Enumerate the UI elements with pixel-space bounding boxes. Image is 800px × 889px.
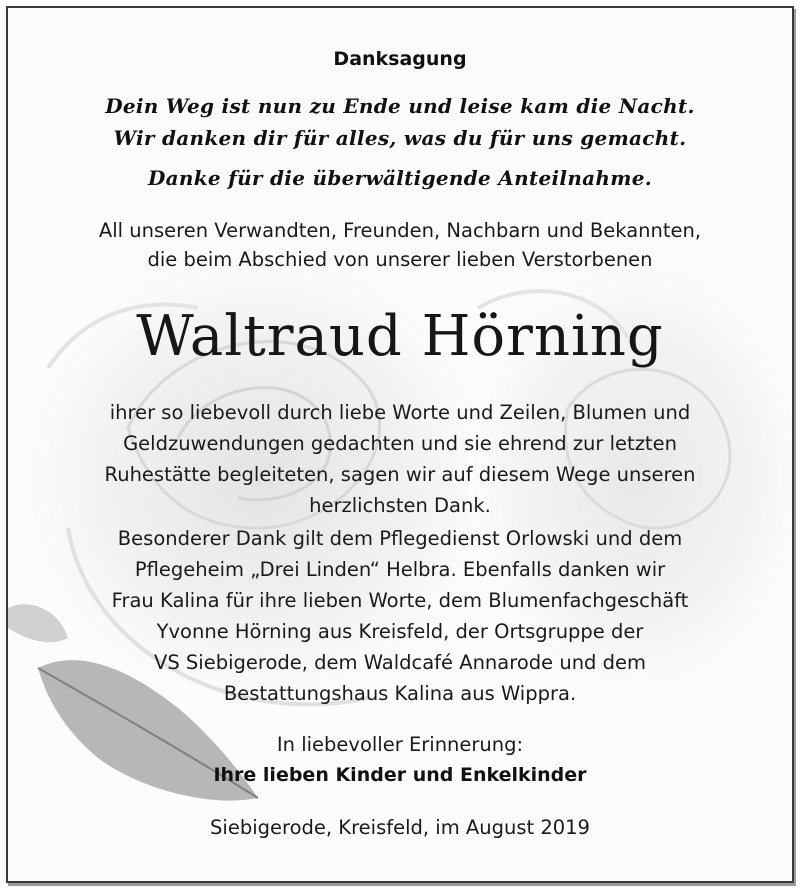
body-line-4: herzlichsten Dank. [309,494,491,517]
body-line-3: Ruhestätte begleiteten, sagen wir auf diesem Wege unseren [104,463,696,486]
verse-line-1: Dein Weg ist nun zu Ende und leise kam die Nacht. [105,94,695,118]
place-date: Siebigerode, Kreisfeld, im August 2019 [210,816,590,839]
body-line-2: Geldzuwendungen gedachten und sie ehrend zur letzten [123,432,677,455]
deceased-name: Waltraud Hörning [136,304,664,369]
body-line-9: VS Siebigerode, dem Waldcafé Annarode und dem [153,651,646,674]
intro-line-2: die beim Abschied von unserer lieben Verstorbenen [147,248,653,271]
obituary-card [6,6,794,883]
remembrance: In liebevoller Erinnerung: [276,733,524,756]
obituary-text [8,8,792,881]
body-line-8: Yvonne Hörning aus Kreisfeld, der Ortsgruppe der [156,620,644,643]
body-line-1: ihrer so liebevoll durch liebe Worte und Zeilen, Blumen und [109,401,691,424]
body-line-10: Bestattungshaus Kalina aus Wippra. [223,682,577,705]
intro-line-1: All unseren Verwandten, Freunden, Nachbarn und Bekannten, [98,219,702,242]
verse-line-3: Danke für die überwältigende Anteilnahme. [147,166,653,190]
signature: Ihre lieben Kinder und Enkelkinder [213,764,587,786]
title: Danksagung [333,48,467,70]
body-line-5: Besonderer Dank gilt dem Pflegedienst Orlowski und dem [117,527,683,550]
body-line-7: Frau Kalina für ihre lieben Worte, dem Blumenfachgeschäft [111,589,689,612]
verse-line-2: Wir danken dir für alles, was du für uns gemacht. [113,126,687,150]
body-line-6: Pflegeheim „Drei Linden“ Helbra. Ebenfalls danken wir [134,558,666,581]
